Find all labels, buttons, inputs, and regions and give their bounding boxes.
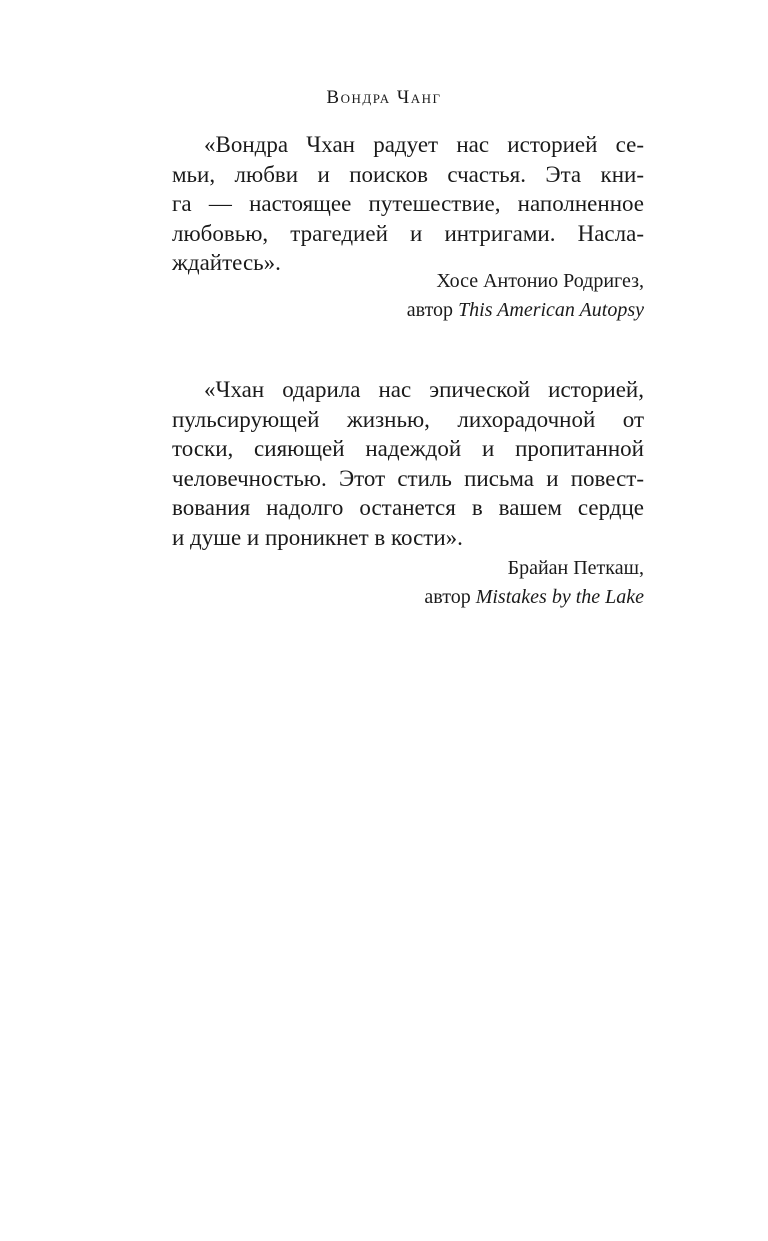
quote-line: тоски, сияющей надеждой и пропитанной <box>172 436 644 461</box>
book-title: Mistakes by the Lake <box>475 586 644 608</box>
quote-line: и душе и проникнет в кости». <box>172 524 463 550</box>
attribution-author: Хосе Антонио Родригез, <box>436 270 644 292</box>
byline-prefix: автор <box>406 299 459 321</box>
byline-prefix: автор <box>424 586 476 608</box>
attribution-byline <box>424 583 644 612</box>
blurb-quote-2 <box>172 375 644 552</box>
quote-line: пульсирующей жизнью, лихорадочной от <box>172 406 644 432</box>
blurb-attribution-1 <box>407 267 644 325</box>
attribution-author: Брайан Петкаш, <box>507 557 644 579</box>
quote-line: мьи, любви и поисков счастья. Эта кни- <box>172 161 644 187</box>
blurb-quote-1 <box>172 130 644 278</box>
quote-line: человечностью. Этот стиль письма и повест- <box>172 465 644 491</box>
blurb-attribution-2 <box>424 554 644 612</box>
book-title: This American Autopsy <box>458 299 644 321</box>
running-head: Вондра Чанг <box>326 87 442 108</box>
quote-line: «Чхан одарила нас эпической историей, <box>204 377 644 402</box>
quote-line: «Вондра Чхан радует нас историей се- <box>204 132 644 157</box>
quote-line: любовью, трагедией и интригами. Насла- <box>172 220 644 246</box>
quote-line: га — настоящее путешествие, наполненное <box>172 191 644 216</box>
quote-line: вования надолго останется в вашем сердце <box>172 495 644 520</box>
attribution-byline <box>407 296 644 325</box>
quote-line: ждайтесь». <box>172 250 281 275</box>
